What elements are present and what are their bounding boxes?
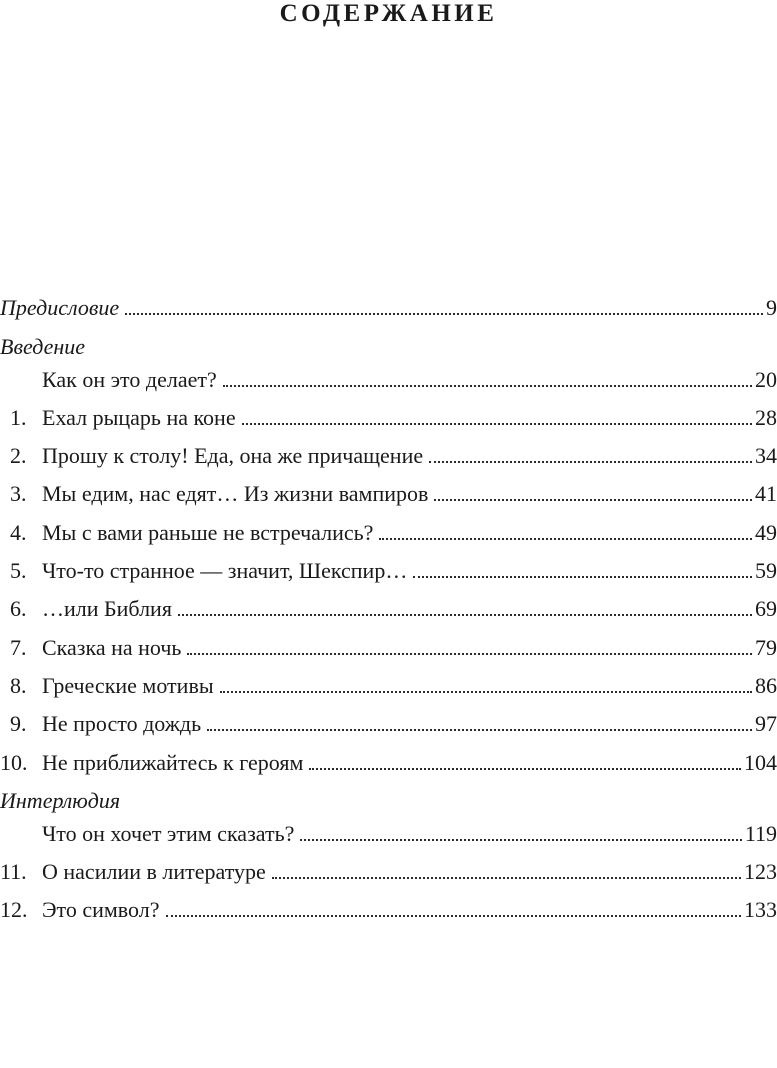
toc-entry-number: 2. xyxy=(10,443,27,469)
toc-entry-chapter-4[interactable] xyxy=(0,507,777,545)
toc-entry-chapter-2[interactable] xyxy=(0,431,777,469)
toc-entry-what-he-means[interactable] xyxy=(0,814,777,847)
toc-entry-title: Как он это делает? xyxy=(42,366,217,392)
toc-entry-page: 104 xyxy=(744,749,777,775)
toc-entry-chapter-3[interactable] xyxy=(0,469,777,507)
toc-entry-page: 86 xyxy=(755,672,777,698)
toc-entry-chapter-10[interactable] xyxy=(0,737,777,775)
dot-leader xyxy=(309,768,741,770)
toc-entry-number: 8. xyxy=(10,672,27,698)
toc-entry-page: 59 xyxy=(755,558,777,584)
toc-entry-title: О насилии в литературе xyxy=(42,859,266,885)
toc-entry-title: Это символ? xyxy=(42,897,160,923)
toc-entry-number: 1. xyxy=(10,404,27,430)
toc-section-title: Интерлюдия xyxy=(0,787,121,813)
dot-leader xyxy=(379,538,752,540)
toc-entry-page: 79 xyxy=(755,634,777,660)
table-of-contents xyxy=(0,283,777,923)
toc-entry-chapter-5[interactable] xyxy=(0,546,777,584)
toc-entry-number: 5. xyxy=(10,558,27,584)
toc-entry-title: Ехал рыцарь на коне xyxy=(42,404,236,430)
toc-entry-title: Не просто дождь xyxy=(42,711,202,737)
toc-entry-number: 9. xyxy=(10,711,27,737)
toc-section-introduction xyxy=(0,321,777,359)
toc-entry-page: 34 xyxy=(755,443,777,469)
toc-entry-number: 3. xyxy=(10,481,27,507)
toc-entry-chapter-6[interactable] xyxy=(0,584,777,622)
toc-entry-number: 10. xyxy=(0,749,28,775)
page-title: СОДЕРЖАНИЕ xyxy=(279,0,498,27)
dot-leader xyxy=(300,839,741,841)
dot-leader xyxy=(125,313,763,315)
toc-entry-page: 20 xyxy=(755,366,777,392)
toc-entry-page: 97 xyxy=(755,711,777,737)
toc-entry-title: Мы с вами раньше не встречались? xyxy=(42,519,374,545)
toc-entry-page: 9 xyxy=(766,295,777,321)
toc-entry-chapter-11[interactable] xyxy=(0,847,777,885)
toc-entry-preface[interactable] xyxy=(0,283,777,321)
toc-entry-page: 28 xyxy=(755,404,777,430)
dot-leader xyxy=(223,385,752,387)
toc-entry-title: Прошу к столу! Еда, она же причащение xyxy=(42,443,424,469)
toc-entry-page: 123 xyxy=(744,859,777,885)
dot-leader xyxy=(242,423,752,425)
toc-entry-number: 7. xyxy=(10,634,27,660)
dot-leader xyxy=(178,614,752,616)
toc-entry-page: 41 xyxy=(755,481,777,507)
dot-leader xyxy=(413,576,752,578)
toc-entry-chapter-7[interactable] xyxy=(0,622,777,660)
dot-leader xyxy=(220,691,752,693)
toc-entry-title: …или Библия xyxy=(42,596,172,622)
toc-entry-title: Мы едим, нас едят… Из жизни вампиров xyxy=(42,481,429,507)
toc-entry-chapter-9[interactable] xyxy=(0,699,777,737)
toc-entry-number: 11. xyxy=(0,859,27,885)
toc-entry-title: Не приближайтесь к героям xyxy=(42,749,304,775)
toc-entry-title: Греческие мотивы xyxy=(42,672,214,698)
toc-entry-number: 4. xyxy=(10,519,27,545)
toc-entry-title: Что он хочет этим сказать? xyxy=(42,820,295,846)
toc-entry-page: 49 xyxy=(755,519,777,545)
toc-entry-title: Предисловие xyxy=(0,295,120,321)
dot-leader xyxy=(272,877,741,879)
dot-leader xyxy=(187,653,752,655)
toc-entry-chapter-8[interactable] xyxy=(0,661,777,699)
toc-section-interlude xyxy=(0,776,777,814)
toc-section-title: Введение xyxy=(0,333,86,359)
dot-leader xyxy=(434,499,752,501)
dot-leader xyxy=(166,915,742,917)
toc-entry-page: 119 xyxy=(744,820,777,846)
toc-entry-number: 6. xyxy=(10,596,27,622)
toc-entry-page: 133 xyxy=(744,897,777,923)
toc-entry-page: 69 xyxy=(755,596,777,622)
dot-leader xyxy=(207,729,752,731)
dot-leader xyxy=(429,461,752,463)
toc-entry-title: Сказка на ночь xyxy=(42,634,182,660)
toc-entry-chapter-1[interactable] xyxy=(0,393,777,431)
toc-entry-chapter-12[interactable] xyxy=(0,885,777,923)
toc-entry-how-he-does-it[interactable] xyxy=(0,360,777,393)
toc-entry-number: 12. xyxy=(0,897,28,923)
toc-entry-title: Что-то странное — значит, Шекспир… xyxy=(42,558,408,584)
